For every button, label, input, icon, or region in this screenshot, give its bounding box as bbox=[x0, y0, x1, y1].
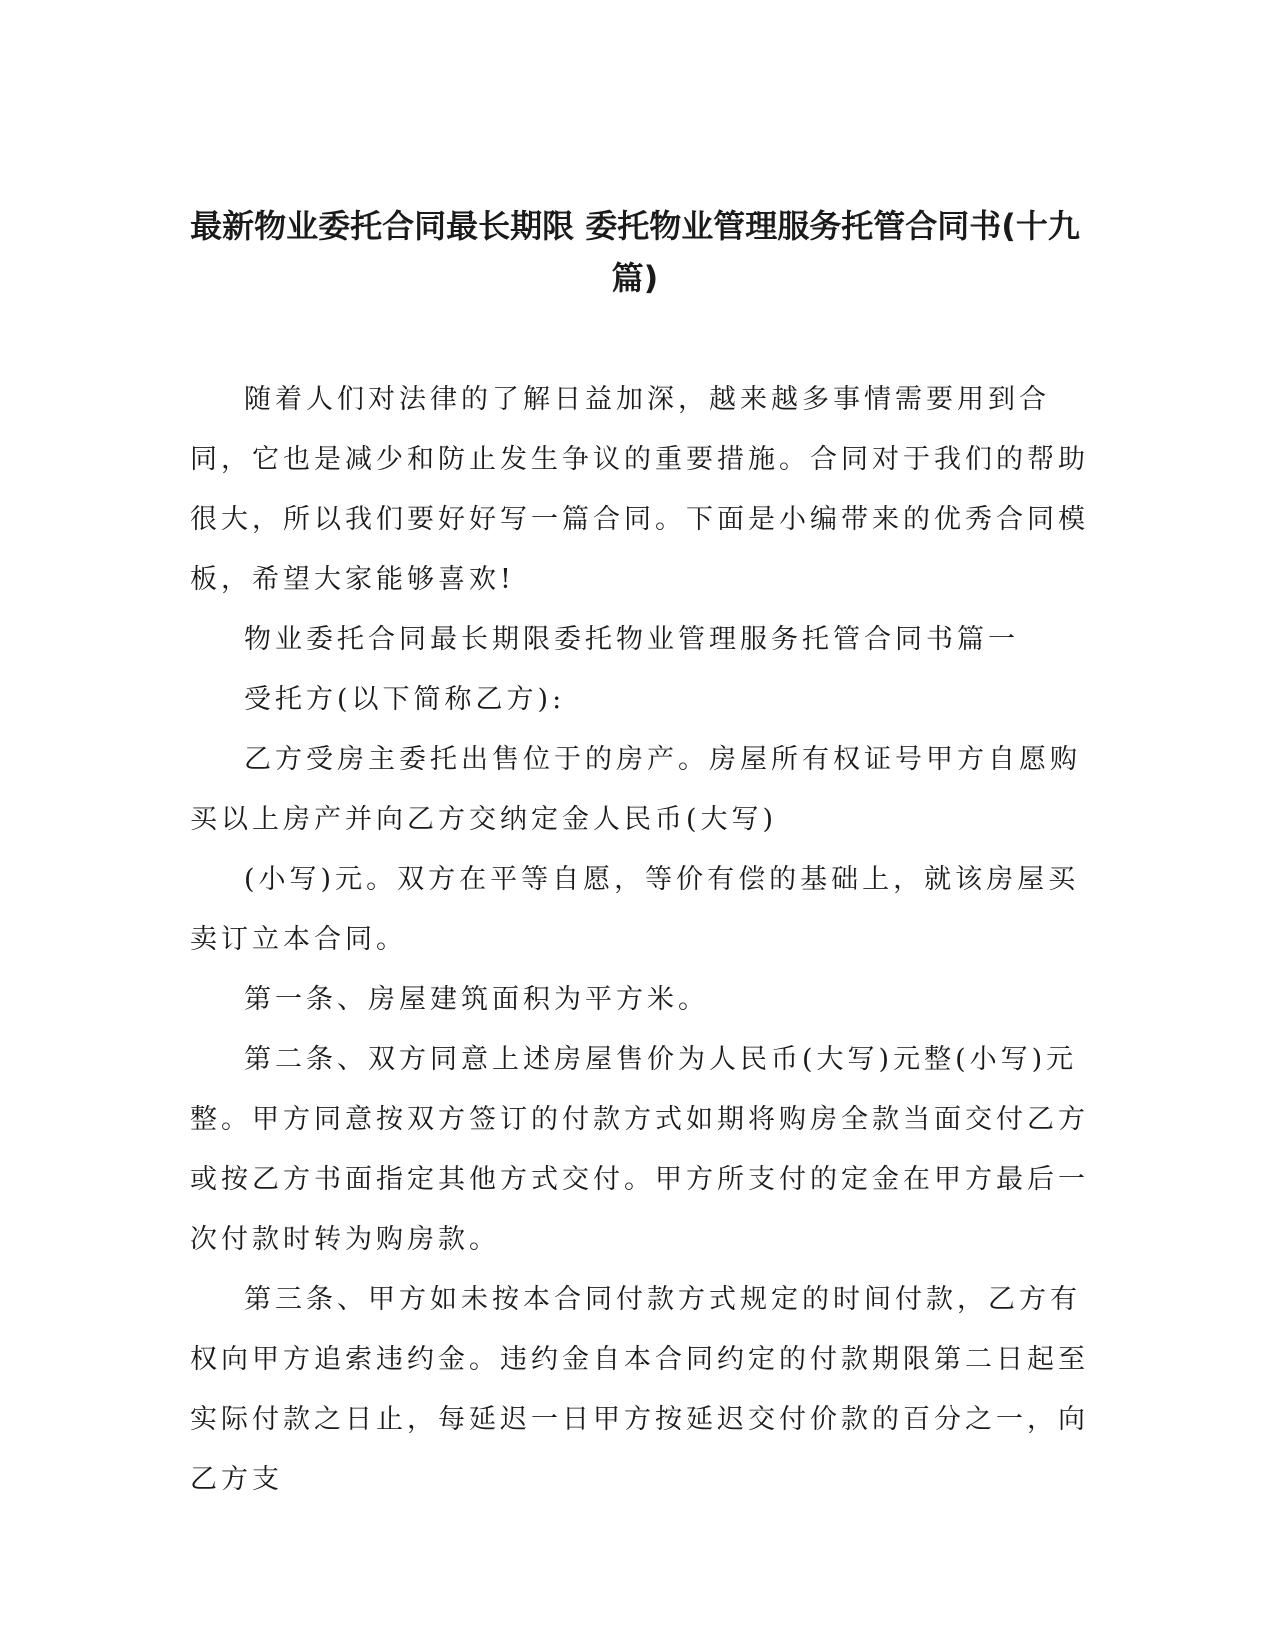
document-body bbox=[190, 370, 1090, 1510]
paragraph-property: 乙方受房主委托出售位于的房产。房屋所有权证号甲方自愿购买以上房产并向乙方交纳定金人民币(大写) bbox=[190, 744, 1081, 835]
paragraph-intro: 随着人们对法律的了解日益加深，越来越多事情需要用到合同，它也是减少和防止发生争议的重要措施。合同对于我们的帮助很大，所以我们要好好写一篇合同。下面是小编带来的优秀合同模板，希望大家能够喜欢! bbox=[190, 384, 1089, 595]
paragraph-trustee: 受托方(以下简称乙方): bbox=[244, 684, 566, 715]
paragraph-article-1: 第一条、房屋建筑面积为平方米。 bbox=[244, 984, 709, 1015]
paragraph-article-2: 第二条、双方同意上述房屋售价为人民币(大写)元整(小写)元整。甲方同意按双方签订的付款方式如期将购房全款当面交付乙方或按乙方书面指定其他方式交付。甲方所支付的定金在甲方最后一次付款时转为购房款。 bbox=[190, 1044, 1089, 1255]
document-title: 最新物业委托合同最长期限 委托物业管理服务托管合同书(十九篇) bbox=[190, 207, 1080, 297]
paragraph-amount: (小写)元。双方在平等自愿，等价有偿的基础上，就该房屋买卖订立本合同。 bbox=[190, 864, 1080, 955]
paragraph-article-3: 第三条、甲方如未按本合同付款方式规定的时间付款，乙方有权向甲方追索违约金。违约金自本合同约定的付款期限第二日起至实际付款之日止，每延迟一日甲方按延迟交付价款的百分之一，向乙方支 bbox=[190, 1284, 1089, 1495]
paragraph-section-heading: 物业委托合同最长期限委托物业管理服务托管合同书篇一 bbox=[244, 624, 1019, 655]
